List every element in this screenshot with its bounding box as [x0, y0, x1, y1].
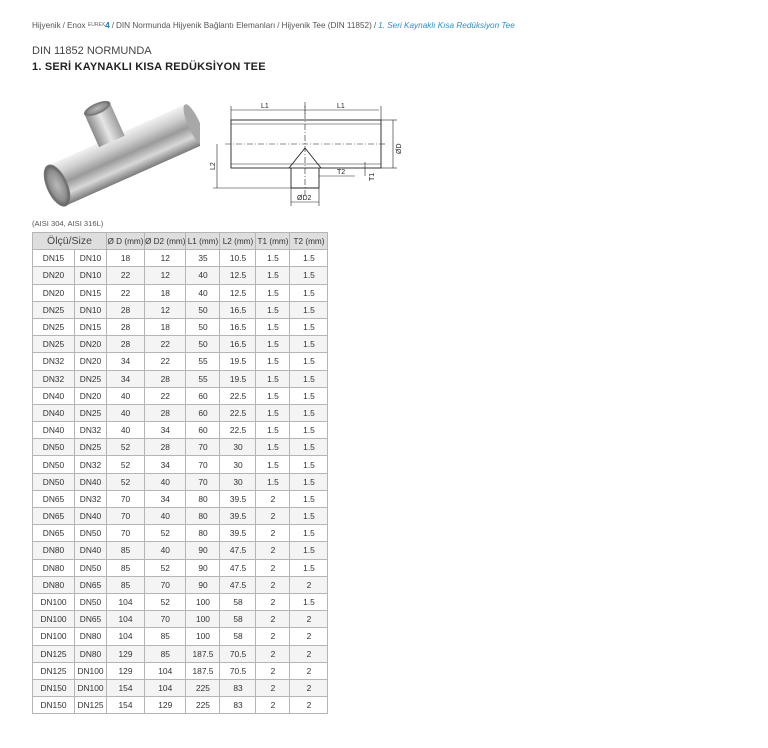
- table-cell: DN25: [33, 318, 75, 335]
- table-cell: DN100: [33, 611, 75, 628]
- breadcrumb-separator: /: [62, 21, 65, 30]
- table-cell: 80: [186, 508, 220, 525]
- table-cell: 100: [186, 593, 220, 610]
- table-cell: 22: [145, 336, 186, 353]
- table-cell: DN50: [33, 439, 75, 456]
- drawing-label-l1-right: L1: [337, 103, 345, 110]
- table-cell: DN50: [75, 559, 107, 576]
- table-cell: 104: [145, 679, 186, 696]
- table-cell: DN32: [75, 456, 107, 473]
- table-cell: DN80: [75, 645, 107, 662]
- table-row: [33, 370, 328, 387]
- table-row: [33, 336, 328, 353]
- table-cell: 83: [220, 679, 256, 696]
- table-cell: 187.5: [186, 662, 220, 679]
- table-cell: DN32: [33, 370, 75, 387]
- table-cell: 1.5: [256, 284, 290, 301]
- table-cell: DN80: [75, 628, 107, 645]
- table-cell: 52: [145, 525, 186, 542]
- table-cell: 19.5: [220, 370, 256, 387]
- material-note: (AISI 304, AISI 316L): [32, 219, 104, 228]
- drawing-label-t2: T2: [337, 169, 346, 176]
- column-header-l1: L1 (mm): [186, 233, 220, 250]
- table-cell: 55: [186, 353, 220, 370]
- table-cell: 50: [186, 318, 220, 335]
- table-cell: DN100: [33, 593, 75, 610]
- table-cell: 70: [145, 576, 186, 593]
- table-cell: 28: [107, 336, 145, 353]
- table-cell: 55: [186, 370, 220, 387]
- table-cell: 50: [186, 336, 220, 353]
- table-cell: DN20: [33, 284, 75, 301]
- breadcrumb-link-hijyenik[interactable]: Hijyenik: [32, 21, 61, 30]
- table-cell: 1.5: [256, 422, 290, 439]
- table-cell: 40: [107, 404, 145, 421]
- column-header-od: Ø D (mm): [107, 233, 145, 250]
- table-cell: 1.5: [256, 473, 290, 490]
- table-cell: 34: [145, 456, 186, 473]
- table-cell: 2: [256, 697, 290, 714]
- table-cell: 60: [186, 387, 220, 404]
- table-cell: 85: [107, 559, 145, 576]
- table-cell: 104: [145, 662, 186, 679]
- column-header-t1: T1 (mm): [256, 233, 290, 250]
- table-cell: 1.5: [256, 250, 290, 267]
- table-cell: 40: [186, 267, 220, 284]
- table-cell: 35: [186, 250, 220, 267]
- table-cell: 12.5: [220, 267, 256, 284]
- table-cell: 100: [186, 628, 220, 645]
- table-cell: 50: [186, 301, 220, 318]
- table-cell: 70: [107, 525, 145, 542]
- table-cell: 70: [107, 508, 145, 525]
- table-cell: 1.5: [290, 422, 328, 439]
- table-cell: 1.5: [256, 353, 290, 370]
- table-cell: 12: [145, 267, 186, 284]
- table-cell: 10.5: [220, 250, 256, 267]
- breadcrumb-link-enox[interactable]: Enox: [66, 21, 86, 30]
- table-cell: DN25: [75, 404, 107, 421]
- table-cell: DN10: [75, 250, 107, 267]
- breadcrumb-current: 1. Seri Kaynaklı Kısa Redüksiyon Tee: [378, 21, 515, 30]
- table-cell: 80: [186, 490, 220, 507]
- drawing-label-t1: T1: [369, 172, 376, 181]
- table-row: [33, 662, 328, 679]
- table-cell: DN25: [33, 336, 75, 353]
- table-cell: 12: [145, 250, 186, 267]
- drawing-label-l1-left: L1: [261, 103, 269, 110]
- breadcrumb: [32, 21, 515, 30]
- table-cell: 154: [107, 679, 145, 696]
- table-cell: 60: [186, 404, 220, 421]
- table-cell: 2: [256, 593, 290, 610]
- table-cell: 70.5: [220, 662, 256, 679]
- table-cell: 1.5: [290, 473, 328, 490]
- table-cell: 22: [107, 284, 145, 301]
- table-cell: DN32: [33, 353, 75, 370]
- table-cell: DN20: [33, 267, 75, 284]
- table-row: [33, 542, 328, 559]
- table-cell: 2: [290, 697, 328, 714]
- drawing-label-l2: L2: [210, 162, 217, 170]
- table-cell: 12: [145, 301, 186, 318]
- table-cell: 2: [256, 559, 290, 576]
- table-cell: 47.5: [220, 559, 256, 576]
- table-cell: 34: [145, 422, 186, 439]
- table-cell: DN20: [75, 336, 107, 353]
- table-cell: 90: [186, 559, 220, 576]
- table-cell: DN100: [75, 679, 107, 696]
- spec-table-body: [33, 250, 328, 714]
- table-cell: DN25: [33, 301, 75, 318]
- table-cell: DN15: [75, 318, 107, 335]
- table-cell: DN65: [33, 508, 75, 525]
- table-cell: DN80: [33, 576, 75, 593]
- table-row: [33, 473, 328, 490]
- table-cell: 12.5: [220, 284, 256, 301]
- table-cell: 30: [220, 473, 256, 490]
- table-cell: 2: [256, 576, 290, 593]
- table-cell: 1.5: [290, 284, 328, 301]
- spec-table: [32, 232, 328, 714]
- table-cell: DN40: [75, 473, 107, 490]
- table-cell: 1.5: [256, 336, 290, 353]
- table-cell: 30: [220, 439, 256, 456]
- table-cell: 18: [145, 318, 186, 335]
- table-cell: 1.5: [290, 267, 328, 284]
- breadcrumb-link-hygienic-tee[interactable]: Hijyenik Tee (DIN 11852): [281, 21, 372, 30]
- table-cell: DN100: [75, 662, 107, 679]
- table-cell: DN10: [75, 301, 107, 318]
- table-cell: 187.5: [186, 645, 220, 662]
- table-cell: 22: [145, 387, 186, 404]
- table-cell: 90: [186, 542, 220, 559]
- table-cell: 70: [186, 456, 220, 473]
- table-cell: 70: [107, 490, 145, 507]
- column-header-od2: Ø D2 (mm): [145, 233, 186, 250]
- table-cell: 2: [256, 611, 290, 628]
- table-cell: 28: [107, 318, 145, 335]
- table-row: [33, 439, 328, 456]
- table-cell: 52: [107, 473, 145, 490]
- table-cell: 47.5: [220, 542, 256, 559]
- table-cell: 30: [220, 456, 256, 473]
- table-row: [33, 525, 328, 542]
- table-cell: 2: [290, 679, 328, 696]
- brand-logo-number: 4: [105, 21, 110, 30]
- table-cell: 225: [186, 697, 220, 714]
- table-cell: 85: [145, 645, 186, 662]
- product-photo: [30, 87, 200, 215]
- table-cell: 1.5: [290, 593, 328, 610]
- breadcrumb-separator: /: [373, 21, 377, 30]
- table-cell: 1.5: [290, 456, 328, 473]
- table-cell: 104: [107, 593, 145, 610]
- table-cell: 70: [145, 611, 186, 628]
- table-cell: DN50: [75, 525, 107, 542]
- breadcrumb-separator: /: [111, 21, 114, 30]
- table-cell: 22.5: [220, 422, 256, 439]
- table-row: [33, 611, 328, 628]
- table-cell: 1.5: [256, 439, 290, 456]
- table-cell: DN20: [75, 387, 107, 404]
- table-cell: DN150: [33, 697, 75, 714]
- table-cell: 40: [186, 284, 220, 301]
- table-cell: 16.5: [220, 336, 256, 353]
- table-cell: 2: [256, 628, 290, 645]
- table-cell: 1.5: [290, 318, 328, 335]
- table-cell: 16.5: [220, 301, 256, 318]
- table-cell: 1.5: [256, 370, 290, 387]
- table-row: [33, 490, 328, 507]
- table-cell: 28: [145, 404, 186, 421]
- breadcrumb-separator: /: [277, 21, 280, 30]
- table-cell: 40: [107, 387, 145, 404]
- table-cell: 1.5: [256, 318, 290, 335]
- table-cell: 2: [256, 525, 290, 542]
- product-title: 1. SERİ KAYNAKLI KISA REDÜKSİYON TEE: [32, 61, 266, 73]
- table-cell: 22: [145, 353, 186, 370]
- table-cell: 1.5: [290, 370, 328, 387]
- table-cell: 70.5: [220, 645, 256, 662]
- table-cell: 52: [107, 439, 145, 456]
- table-header-row: [33, 233, 328, 250]
- table-cell: 100: [186, 611, 220, 628]
- table-cell: DN50: [33, 456, 75, 473]
- table-cell: DN32: [75, 422, 107, 439]
- table-cell: 47.5: [220, 576, 256, 593]
- table-row: [33, 508, 328, 525]
- table-cell: 1.5: [256, 404, 290, 421]
- table-cell: 2: [290, 611, 328, 628]
- table-cell: 40: [107, 422, 145, 439]
- table-cell: 154: [107, 697, 145, 714]
- table-cell: 2: [256, 645, 290, 662]
- table-cell: DN20: [75, 353, 107, 370]
- table-row: [33, 679, 328, 696]
- table-cell: DN125: [75, 697, 107, 714]
- table-cell: 2: [290, 576, 328, 593]
- table-cell: 52: [145, 593, 186, 610]
- table-cell: 1.5: [290, 301, 328, 318]
- table-cell: DN65: [75, 576, 107, 593]
- table-row: [33, 576, 328, 593]
- table-cell: DN40: [33, 422, 75, 439]
- table-cell: DN25: [75, 370, 107, 387]
- table-cell: 70: [186, 439, 220, 456]
- table-row: [33, 645, 328, 662]
- table-cell: 34: [145, 490, 186, 507]
- table-row: [33, 250, 328, 267]
- table-row: [33, 697, 328, 714]
- table-cell: 1.5: [290, 439, 328, 456]
- table-cell: 1.5: [290, 404, 328, 421]
- table-cell: 1.5: [256, 387, 290, 404]
- table-cell: 1.5: [256, 301, 290, 318]
- table-cell: DN50: [75, 593, 107, 610]
- drawing-label-od: ØD: [396, 143, 403, 154]
- table-cell: 52: [145, 559, 186, 576]
- table-cell: 34: [107, 353, 145, 370]
- table-cell: 52: [107, 456, 145, 473]
- table-cell: 1.5: [290, 490, 328, 507]
- table-cell: 22.5: [220, 404, 256, 421]
- table-cell: 1.5: [290, 542, 328, 559]
- table-cell: 104: [107, 628, 145, 645]
- table-cell: DN40: [75, 508, 107, 525]
- table-cell: DN40: [75, 542, 107, 559]
- drawing-label-od2: ØD2: [297, 195, 312, 202]
- table-cell: 60: [186, 422, 220, 439]
- table-cell: DN100: [33, 628, 75, 645]
- table-cell: 39.5: [220, 508, 256, 525]
- table-cell: 2: [256, 490, 290, 507]
- table-cell: 1.5: [290, 559, 328, 576]
- product-norm: DIN 11852 NORMUNDA: [32, 45, 152, 57]
- table-cell: 18: [107, 250, 145, 267]
- column-header-l2: L2 (mm): [220, 233, 256, 250]
- table-cell: DN125: [33, 645, 75, 662]
- table-cell: 1.5: [290, 387, 328, 404]
- table-cell: 85: [107, 542, 145, 559]
- table-cell: 28: [107, 301, 145, 318]
- table-cell: DN40: [33, 404, 75, 421]
- breadcrumb-link-din-elements[interactable]: DIN Normunda Hijyenik Bağlantı Elemanları: [115, 21, 276, 30]
- column-header-t2: T2 (mm): [290, 233, 328, 250]
- table-cell: DN50: [33, 473, 75, 490]
- table-cell: DN125: [33, 662, 75, 679]
- table-cell: 129: [107, 645, 145, 662]
- table-cell: 2: [256, 508, 290, 525]
- table-cell: DN32: [75, 490, 107, 507]
- table-cell: 1.5: [290, 353, 328, 370]
- table-row: [33, 422, 328, 439]
- table-cell: 2: [256, 542, 290, 559]
- table-cell: 34: [107, 370, 145, 387]
- table-cell: 104: [107, 611, 145, 628]
- table-cell: 16.5: [220, 318, 256, 335]
- table-cell: 18: [145, 284, 186, 301]
- table-cell: DN10: [75, 267, 107, 284]
- brand-logo-mark: EUREX: [87, 22, 106, 28]
- table-cell: 19.5: [220, 353, 256, 370]
- table-cell: 1.5: [290, 250, 328, 267]
- table-cell: 1.5: [290, 525, 328, 542]
- table-row: [33, 301, 328, 318]
- table-cell: 85: [145, 628, 186, 645]
- table-row: [33, 387, 328, 404]
- table-row: [33, 318, 328, 335]
- table-cell: DN80: [33, 542, 75, 559]
- table-cell: 58: [220, 593, 256, 610]
- table-cell: 58: [220, 628, 256, 645]
- table-cell: 39.5: [220, 525, 256, 542]
- table-cell: 90: [186, 576, 220, 593]
- table-cell: 40: [145, 508, 186, 525]
- table-cell: 85: [107, 576, 145, 593]
- table-cell: DN150: [33, 679, 75, 696]
- table-row: [33, 284, 328, 301]
- table-cell: 1.5: [256, 456, 290, 473]
- table-cell: DN80: [33, 559, 75, 576]
- table-row: [33, 628, 328, 645]
- table-row: [33, 404, 328, 421]
- table-cell: 1.5: [290, 336, 328, 353]
- table-row: [33, 456, 328, 473]
- table-cell: 22: [107, 267, 145, 284]
- table-cell: DN65: [33, 490, 75, 507]
- column-header-size: Ölçü/Size: [33, 233, 107, 250]
- table-cell: 2: [290, 662, 328, 679]
- table-cell: 22.5: [220, 387, 256, 404]
- table-cell: 2: [290, 645, 328, 662]
- table-cell: 28: [145, 439, 186, 456]
- table-cell: 129: [145, 697, 186, 714]
- table-cell: 1.5: [290, 508, 328, 525]
- table-cell: DN65: [33, 525, 75, 542]
- table-row: [33, 267, 328, 284]
- table-cell: 2: [256, 679, 290, 696]
- table-cell: 70: [186, 473, 220, 490]
- table-cell: 40: [145, 542, 186, 559]
- table-cell: 39.5: [220, 490, 256, 507]
- table-cell: DN25: [75, 439, 107, 456]
- table-cell: 83: [220, 697, 256, 714]
- table-cell: 58: [220, 611, 256, 628]
- table-cell: 225: [186, 679, 220, 696]
- table-cell: DN15: [75, 284, 107, 301]
- table-cell: DN15: [33, 250, 75, 267]
- table-cell: 129: [107, 662, 145, 679]
- table-cell: 1.5: [256, 267, 290, 284]
- table-row: [33, 353, 328, 370]
- table-cell: 2: [256, 662, 290, 679]
- table-cell: 80: [186, 525, 220, 542]
- table-cell: DN40: [33, 387, 75, 404]
- table-row: [33, 593, 328, 610]
- table-cell: DN65: [75, 611, 107, 628]
- technical-drawing: [205, 96, 405, 214]
- table-cell: 28: [145, 370, 186, 387]
- table-cell: 2: [290, 628, 328, 645]
- table-row: [33, 559, 328, 576]
- table-cell: 40: [145, 473, 186, 490]
